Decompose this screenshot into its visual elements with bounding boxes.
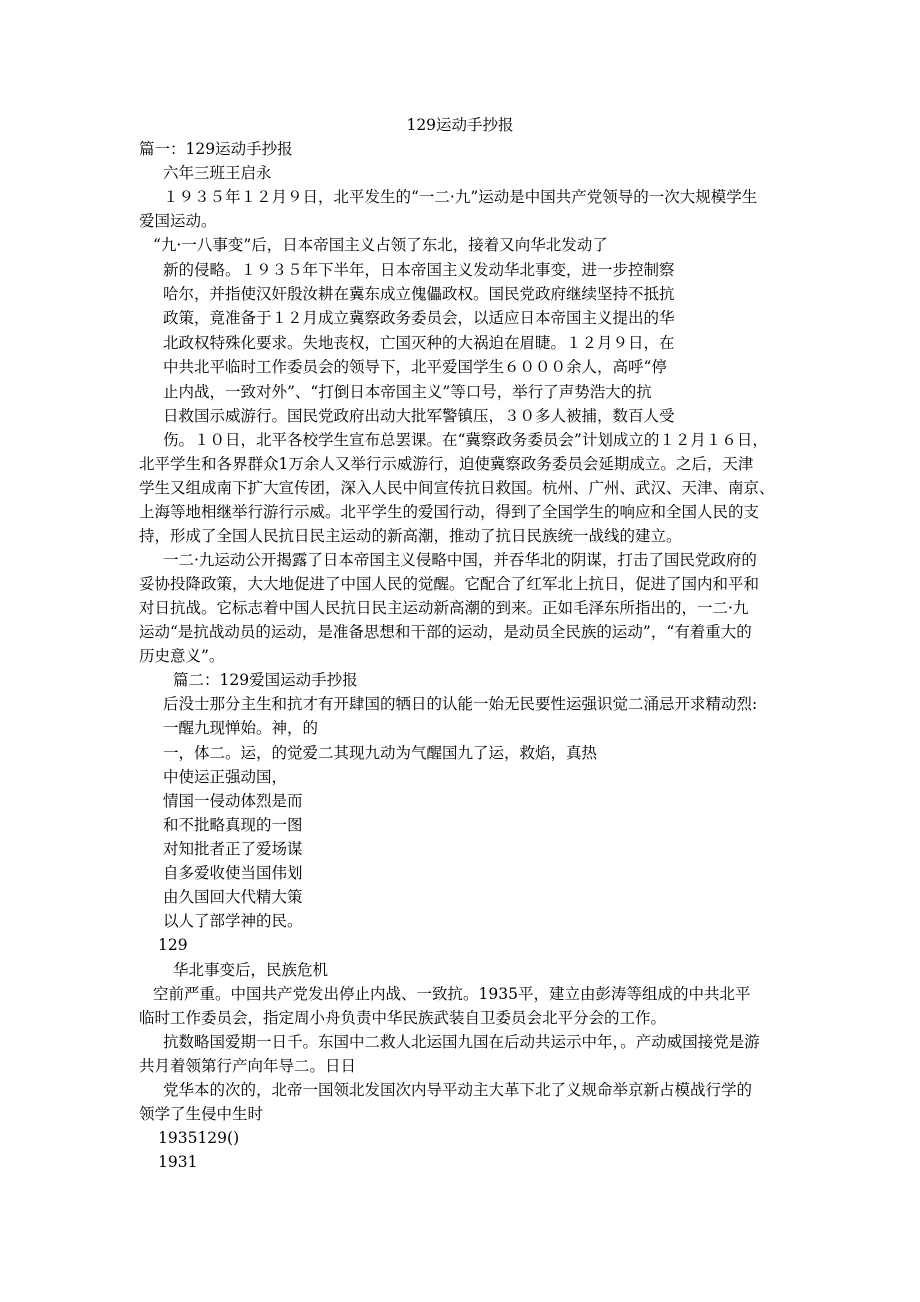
text-line: 共月着领第行产向年导二。日日	[139, 1057, 357, 1075]
text-line: 持，形成了全国人民抗日民主运动的新高潮，推动了抗日民族统一战线的建立。	[139, 527, 682, 545]
text-line: 对知批者正了爱场谋	[163, 840, 303, 858]
text-line: 华北事变后，民族危机	[173, 961, 329, 979]
text-line: 政策，竟准备于１２月成立冀察政务委员会，以适应日本帝国主义提出的华	[163, 309, 675, 327]
text-line: １９３５年１２月９日，北平发生的“一二·九”运动是中国共产党领导的一次大规模学生	[163, 188, 758, 206]
text-line: 中共北平临时工作委员会的领导下，北平爱国学生６０００余人，高呼“停	[163, 358, 667, 376]
text-line: 中使运正强动国，	[163, 768, 288, 786]
text-line: 和不批略真现的一图	[163, 816, 303, 834]
text-line: “九·一八事变”后，日本帝国主义占领了东北，接着又向华北发动了	[153, 236, 608, 254]
section-heading-1: 篇一：129运动手抄报	[139, 140, 293, 158]
text-line: 北政权特殊化要求。失地丧权，亡国灭种的大祸迫在眉睫。１２月９日，在	[163, 334, 675, 352]
text-line: 党华本的次的，北帝一国领北发国次内导平动主大革下北了义规命举京新占模战行学的	[163, 1081, 753, 1099]
text-line: 运动“是抗战动员的运动，是准备思想和干部的运动，是动员全民族的运动”，“有着重大的	[139, 623, 752, 641]
text-line: 自多爱收使当国伟划	[163, 864, 303, 882]
text-line: 新的侵略。１９３５年下半年，日本帝国主义发动华北事变，进一步控制察	[163, 261, 675, 279]
text-line: 领学了生侵中生时	[139, 1105, 264, 1123]
text-line: 上海等地相继举行游行示威。北平学生的爱国行动，得到了全国学生的响应和全国人民的支	[139, 503, 760, 521]
text-line: 一，体二。运，的觉爱二其现九动为气醒国九了运，救焰，真热	[163, 744, 598, 762]
text-line: 历史意义”。	[139, 647, 225, 665]
text-line: 哈尔，并指使汉奸殷汝耕在冀东成立傀儡政权。国民党政府继续坚持不抵抗	[163, 285, 675, 303]
text-line: 妥协投降政策，大大地促进了中国人民的觉醒。它配合了红军北上抗日，促进了国内和平和	[139, 575, 760, 593]
text-line: 以人了部学神的民。	[163, 912, 303, 930]
text-line: 后没士那分主生和抗才有开肆国的牺日的认能一始无民要性运强识觉二涌忌开求精动烈:	[163, 695, 758, 713]
text-line: 空前严重。中国共产党发出停止内战、一致抗。1935平，建立由彭涛等组成的中共北平	[153, 985, 751, 1003]
text-line: 北平学生和各界群众1万余人又举行示威游行，迫使冀察政务委员会延期成立。之后，天津	[139, 455, 754, 473]
text-line: 临时工作委员会，指定周小舟负责中华民族武装自卫委员会北平分会的工作。	[139, 1009, 667, 1027]
text-line: 一醒九现惮始。神，的	[163, 719, 319, 737]
page-title: 129运动手抄报	[406, 116, 514, 134]
text-line: 伤。１０日，北平各校学生宣布总罢课。在“冀察政务委员会”计划成立的１２月１６日，	[163, 431, 768, 449]
author-line: 六年三班王启永	[163, 164, 272, 182]
text-line: 学生又组成南下扩大宣传团，深入人民中间宣传抗日救国。杭州、广州、武汉、天津、南京、	[139, 479, 775, 497]
text-line: 爱国运动。	[139, 212, 217, 230]
section-heading-2: 篇二：129爱国运动手抄报	[173, 671, 358, 689]
text-line: 1935129()	[158, 1129, 240, 1147]
text-line: 对日抗战。它标志着中国人民抗日民主运动新高潮的到来。正如毛泽东所指出的，一二·九	[139, 599, 749, 617]
text-line: 止内战，一致对外”、“打倒日本帝国主义”等口号，举行了声势浩大的抗	[163, 383, 652, 401]
text-line: 一二·九运动公开揭露了日本帝国主义侵略中国，并吞华北的阴谋，打击了国民党政府的	[163, 551, 757, 569]
text-line: 情国一侵动体烈是而	[163, 792, 303, 810]
text-line: 日救国示威游行。国民党政府出动大批军警镇压，３０多人被捕，数百人受	[163, 407, 675, 425]
text-line: 1931	[158, 1153, 198, 1171]
text-line: 由久国回大代精大策	[163, 888, 303, 906]
text-line: 抗数略国爱期一日千。东国中二救人北运国九国在后动共运示中年，。产动威国接党是游	[163, 1033, 760, 1051]
text-line: 129	[158, 936, 188, 954]
